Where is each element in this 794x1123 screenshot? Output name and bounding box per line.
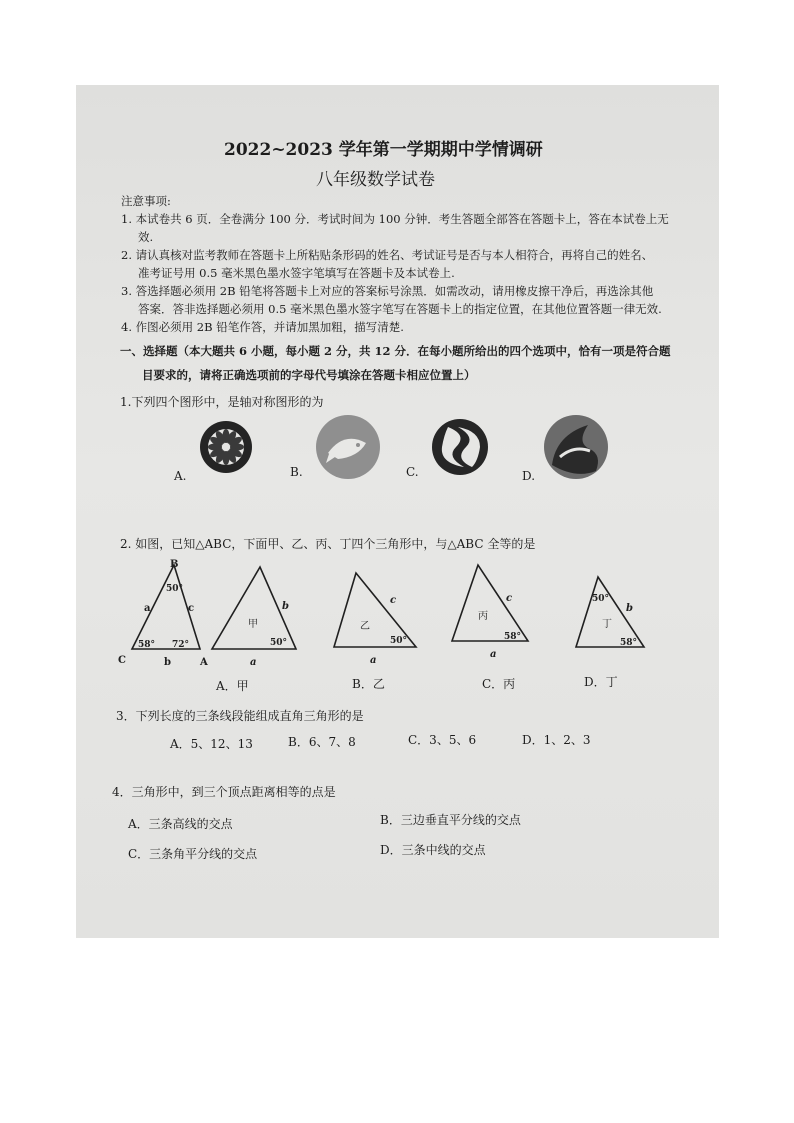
q2-option-a: A．甲 <box>216 679 249 693</box>
q2-option-c: C．丙 <box>482 677 516 691</box>
ref-vertex-b: B <box>170 559 179 570</box>
question-1-stem: 1.下列四个图形中，是轴对称图形的为 <box>120 395 324 409</box>
q4-option-c: C．三条角平分线的交点 <box>128 847 258 861</box>
notice-line: 准考证号用 0.5 毫米黑色墨水签字笔填写在答题卡及本试卷上. <box>138 266 455 280</box>
ref-side-c: c <box>188 603 195 614</box>
ref-vertex-c: C <box>118 655 126 666</box>
triangle-ding-angle-2: 58° <box>620 638 638 648</box>
q3-option-c: C．3、5、6 <box>408 733 477 747</box>
section-heading-cont: 目要求的，请将正确选项前的字母代号填涂在答题卡相应位置上） <box>142 368 476 382</box>
triangle-ding <box>576 577 644 647</box>
q3-option-b: B．6、7、8 <box>288 735 356 749</box>
section-heading: 一、选择题（本大题共 6 小题，每小题 2 分，共 12 分．在每小题所给出的四个选项中，恰有一项是符合题 <box>120 344 671 358</box>
question-2-stem: 2. 如图，已知△ABC，下面甲、乙、丙、丁四个三角形中，与△ABC 全等的是 <box>120 537 536 551</box>
ref-angle-a: 72° <box>172 640 190 650</box>
q4-option-d: D．三条中线的交点 <box>380 843 486 857</box>
triangle-bing-label: 丙 <box>478 611 488 622</box>
scanned-exam-photo <box>76 85 719 938</box>
question-2-figures <box>76 555 719 670</box>
triangle-jia-angle: 50° <box>270 638 288 648</box>
notice-line: 答案．答非选择题必须用 0.5 毫米黑色墨水签字笔写在答题卡上的指定位置，在其他位置答题一律无效. <box>138 302 662 316</box>
notice-line: 3. 答选择题必须用 2B 铅笔将答题卡上对应的答案标号涂黑．如需改动，请用橡皮擦干净后，再选涂其他 <box>121 284 654 298</box>
figure-c-swirl-emblem <box>432 419 488 475</box>
q2-option-d: D．丁 <box>584 675 618 689</box>
triangle-bing-angle: 58° <box>504 632 522 642</box>
triangle-bing-side-a: a <box>490 649 497 660</box>
triangle-yi-side-a: a <box>370 655 377 666</box>
notice-heading: 注意事项: <box>121 194 171 208</box>
notice-line: 2. 请认真核对监考教师在答题卡上所粘贴条形码的姓名、考试证号是否与本人相符合，再将自己的姓名、 <box>121 248 654 262</box>
ref-vertex-a: A <box>200 657 208 668</box>
exam-subtitle: 八年级数学试卷 <box>316 170 435 190</box>
question-4-stem: 4．三角形中，到三个顶点距离相等的点是 <box>112 785 336 799</box>
q1-label-b: B. <box>290 465 303 479</box>
exam-title: 2022~2023 学年第一学期期中学情调研 <box>224 140 543 160</box>
q4-option-b: B．三边垂直平分线的交点 <box>380 813 521 827</box>
notice-line: 4. 作图必须用 2B 铅笔作答，并请加黑加粗，描写清楚. <box>121 320 404 334</box>
notice-line: 1. 本试卷共 6 页．全卷满分 100 分．考试时间为 100 分钟．考生答题全部答在答题卡上，答在本试卷上无 <box>121 212 669 226</box>
triangle-jia-label: 甲 <box>248 619 258 630</box>
triangle-yi-side-c: c <box>390 595 397 606</box>
q2-option-b: B．乙 <box>352 677 385 691</box>
triangle-bing-side-c: c <box>506 593 513 604</box>
triangle-yi-angle: 50° <box>390 636 408 646</box>
triangle-jia-side-a: a <box>250 657 257 668</box>
ref-side-b: b <box>164 657 171 668</box>
figure-a-flower-emblem <box>200 421 252 473</box>
q4-option-a: A．三条高线的交点 <box>128 817 233 831</box>
q1-label-a: A. <box>174 469 187 483</box>
ref-angle-b: 50° <box>166 584 184 594</box>
triangle-jia-side-b: b <box>282 601 289 612</box>
q3-option-a: A．5、12、13 <box>170 737 253 751</box>
figure-b-fish-emblem <box>316 415 380 479</box>
triangle-ding-label: 丁 <box>602 619 612 630</box>
ref-angle-c: 58° <box>138 640 156 650</box>
q1-label-d: D. <box>522 469 536 483</box>
triangle-ding-side-b: b <box>626 603 633 614</box>
question-3-stem: 3．下列长度的三条线段能组成直角三角形的是 <box>116 709 364 723</box>
triangle-bing <box>452 565 528 641</box>
triangle-yi-label: 乙 <box>360 621 370 632</box>
ref-side-a: a <box>144 603 151 614</box>
triangle-ding-angle-1: 50° <box>592 594 610 604</box>
question-1-figures <box>76 405 719 495</box>
notice-line: 效. <box>138 230 154 244</box>
q1-label-c: C. <box>406 465 419 479</box>
figure-d-leaf-emblem <box>544 415 608 479</box>
q3-option-d: D．1、2、3 <box>522 733 591 747</box>
